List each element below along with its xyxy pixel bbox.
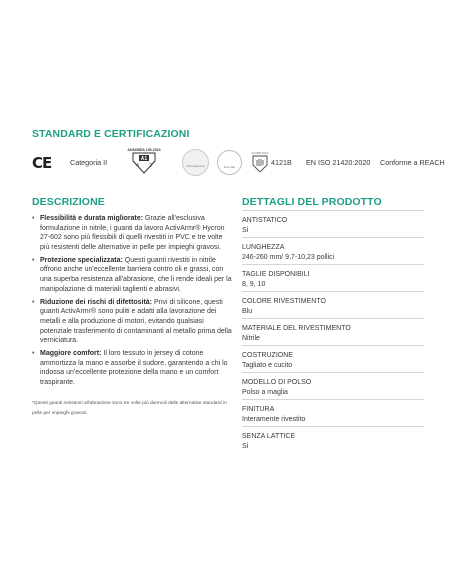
standards-title: STANDARD E CERTIFICAZIONI (32, 128, 190, 140)
detail-row (242, 399, 424, 426)
description-item-text: Il loro tessuto in jersey di cotone ammortizza la mano e assorbe il sudore, garantendo a chi lo indossa un'eccellente protezione della mano e un comfort traspirante. (40, 350, 228, 386)
ansi-right-number: 2 (149, 163, 152, 169)
description-item (32, 298, 232, 346)
detail-value: Nitrile (242, 334, 260, 342)
detail-row (242, 291, 424, 318)
description-item-text: Grazie all'esclusiva formulazione in nitrile, i guanti da lavoro ActivArmr® Hycron 27-602 sono più flessibili di quelli rivestiti in PVC e tre volte più resistenti delle alternative in pelle per impieghi gravosi. (40, 215, 225, 251)
ce-mark-icon: CE (32, 154, 52, 172)
detail-label: COLORE RIVESTIMENTO (242, 298, 326, 305)
detail-row (242, 318, 424, 345)
detail-value: Blu (242, 307, 253, 315)
description-list (32, 214, 232, 419)
shield-label: EN388:2016 (251, 151, 269, 155)
detail-row (242, 210, 424, 237)
description-item-text: Privi di silicone, questi guanti ActivArmr® sono puliti e adatti alla lavorazione dei metalli e alla produzione di motori, evitando qualsiasi potenziale trasferimento di contaminanti al metallo prima della verniciatura. (40, 298, 232, 345)
description-item-heading: Flessibilità e durata migliorate: (40, 215, 144, 222)
food-safe-badge-icon (217, 150, 242, 175)
detail-value: Sì (242, 226, 249, 234)
ansi-shield-shape (131, 152, 157, 174)
description-item (32, 256, 232, 294)
detail-value: Interamente rivestito (242, 415, 306, 423)
en388-shield-icon (251, 151, 269, 177)
ansi-cut-level-icon (127, 148, 161, 179)
details-title: DETTAGLI DEL PRODOTTO (242, 196, 382, 208)
detail-label: LUNGHEZZA (242, 244, 285, 251)
ansi-cut-level: A1 (140, 156, 148, 162)
description-item-text: Questi guanti rivestiti in nitrile offrono anche un'eccellente barriera contro oli e grassi, con una superba resistenza all'abrasione, che li rende ideali per la manipolazione di materiali taglienti e abrasivi. (40, 256, 232, 293)
detail-value: 8, 9, 10 (242, 280, 266, 288)
detail-label: FINITURA (242, 406, 275, 413)
description-item-heading: Protezione specializzata: (40, 256, 123, 264)
category-text: Categoria II (70, 158, 108, 167)
detail-row (242, 426, 424, 453)
detail-label: MODELLO DI POLSO (242, 379, 312, 386)
description-item-heading: Maggiore comfort: (40, 350, 102, 358)
en388-code: 4121B (271, 158, 292, 167)
detail-label: COSTRUZIONE (242, 352, 293, 359)
description-item (32, 349, 232, 387)
detail-label: TAGLIE DISPONIBILI (242, 271, 310, 278)
detail-label: ANTISTATICO (242, 217, 288, 224)
badge2-text: food safe (223, 165, 236, 169)
detail-label: MATERIALE DEL RIVESTIMENTO (242, 325, 351, 332)
certifications-row (32, 148, 445, 178)
detail-label: SENZA LATTICE (242, 433, 296, 440)
description-item (32, 214, 232, 252)
detail-row (242, 264, 424, 291)
details-table (242, 210, 424, 453)
detail-value: 246-260 mm/ 9,7-10,23 pollici (242, 253, 335, 261)
detail-value: Tagliato e cucito (242, 361, 293, 369)
iso-standard-text: EN ISO 21420:2020 (306, 158, 371, 167)
detail-row (242, 372, 424, 399)
en388-glove-icon (252, 155, 268, 172)
detail-row (242, 345, 424, 372)
footnote: *Questi guanti resistenti all'abrasione sono tre volte più durevoli delle alternative standard in pelle per impieghi gravosi. (32, 400, 227, 416)
detail-value: Polso a maglia (242, 388, 288, 396)
reach-compliance-text: Conforme a REACH (380, 158, 445, 167)
detail-row (242, 237, 424, 264)
microorganism-badge-icon (182, 149, 209, 176)
badge1-text: microorganismi (186, 164, 205, 168)
ansi-left-number: 4 (136, 163, 139, 169)
description-item-heading: Riduzione dei rischi di difettosità: (40, 298, 153, 306)
description-title: DESCRIZIONE (32, 196, 105, 208)
detail-value: Sì (242, 442, 249, 450)
ansi-label: ANSI/ISEA 105-2024 (127, 148, 161, 152)
